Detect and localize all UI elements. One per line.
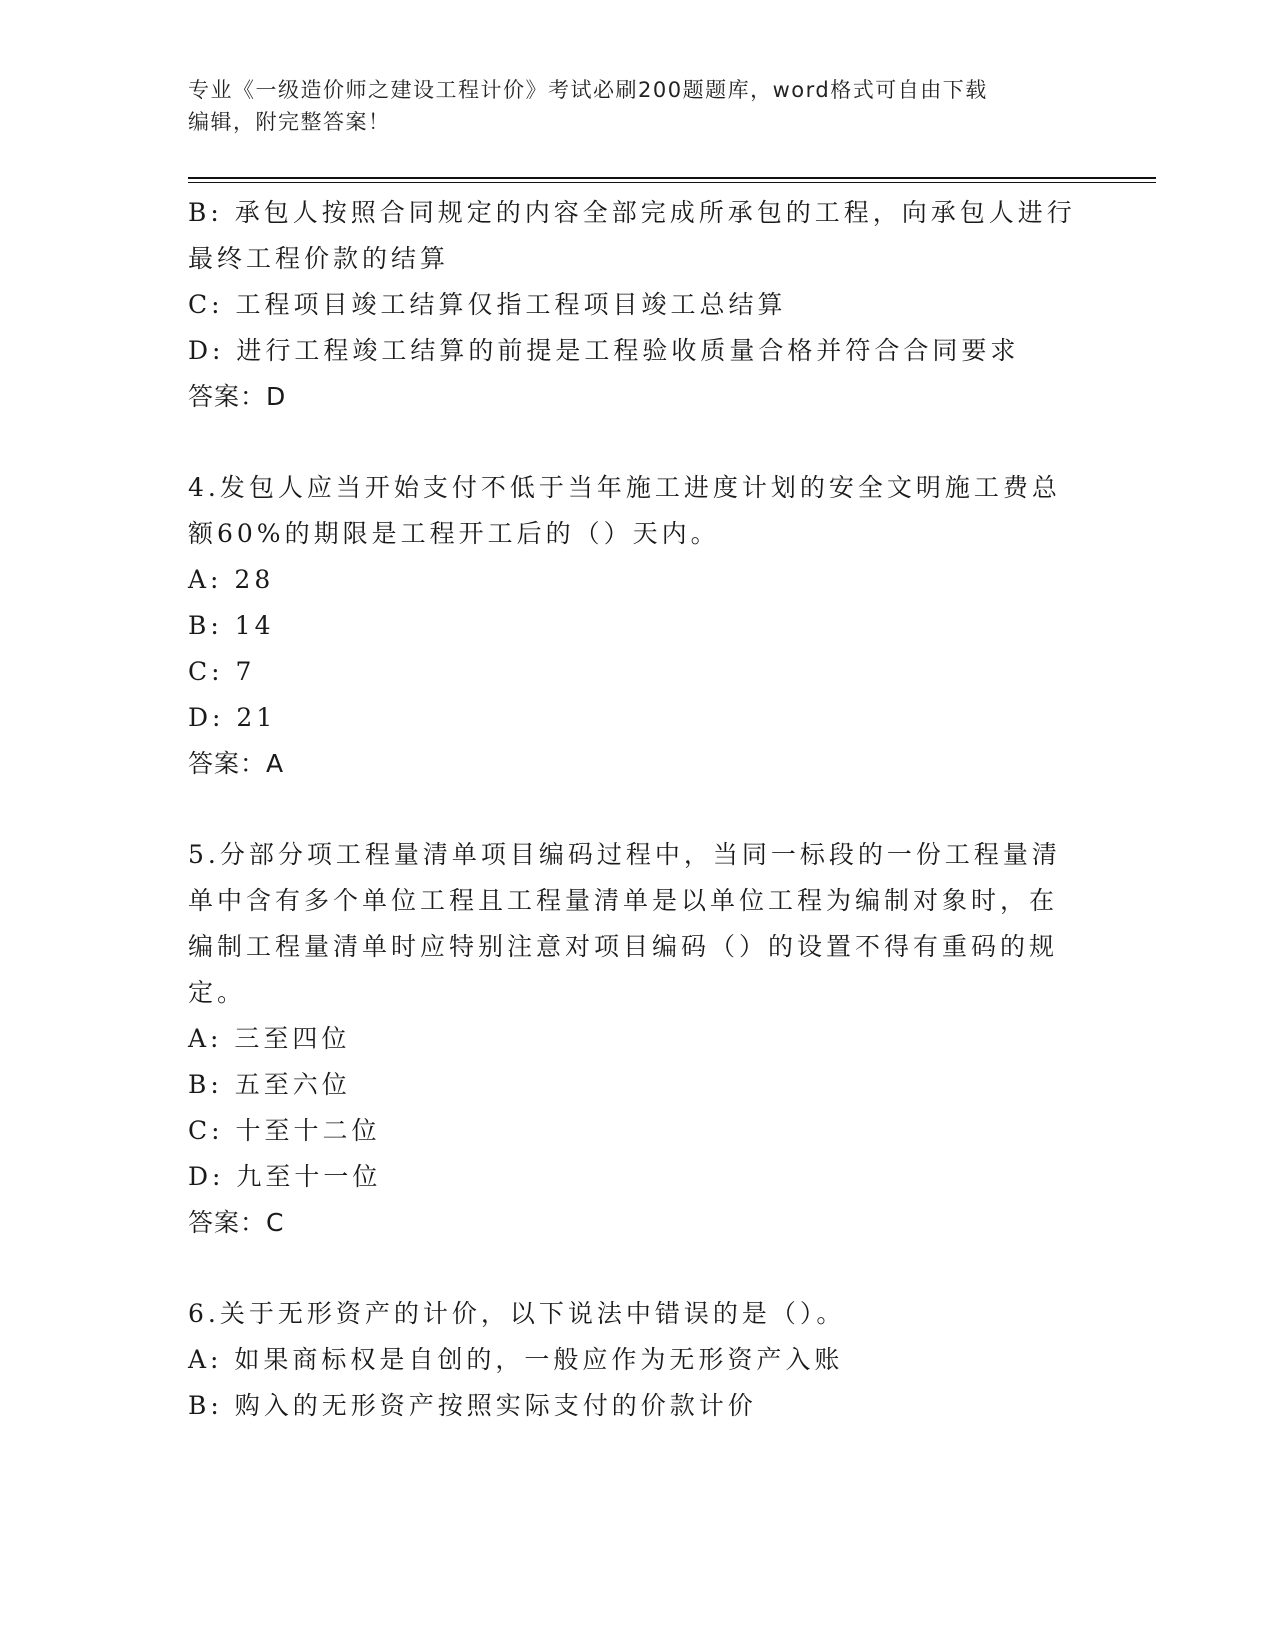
option-a: A: 28 — [188, 565, 275, 594]
option-b: B: 承包人按照合同规定的内容全部完成所承包的工程，向承包人进行 — [188, 198, 1076, 227]
option-b: B: 购入的无形资产按照实际支付的价款计价 — [188, 1391, 757, 1420]
page-header — [188, 74, 1068, 138]
option-c: C: 十至十二位 — [188, 1116, 381, 1145]
option-a: A: 三至四位 — [188, 1024, 351, 1053]
option-d: D: 九至十一位 — [188, 1162, 382, 1191]
header-divider-thick — [188, 177, 1156, 179]
question-spacer — [188, 787, 1088, 832]
option-b-continued: 最终工程价款的结算 — [188, 244, 450, 273]
answer: 答案：C — [188, 1208, 285, 1237]
option-c: C: 7 — [188, 657, 256, 686]
question-stem-continued: 编制工程量清单时应特别注意对项目编码（）的设置不得有重码的规 — [188, 932, 1059, 961]
answer: 答案：A — [188, 749, 285, 778]
answer: 答案：D — [188, 382, 287, 411]
question-stem-continued: 定。 — [188, 978, 247, 1007]
header-title-line-2: 编辑，附完整答案！ — [188, 110, 391, 134]
question-content — [188, 190, 1088, 1429]
question-6 — [188, 1291, 1088, 1429]
option-b: B: 五至六位 — [188, 1070, 351, 1099]
option-d: D: 进行工程竣工结算的前提是工程验收质量合格并符合合同要求 — [188, 336, 1020, 365]
header-title-line-1: 专业《一级造价师之建设工程计价》考试必刷200题题库，word格式可自由下载 — [188, 78, 988, 102]
header-divider-thin — [188, 182, 1156, 183]
question-3-tail — [188, 190, 1088, 420]
option-a: A: 如果商标权是自创的，一般应作为无形资产入账 — [188, 1345, 844, 1374]
option-b: B: 14 — [188, 611, 275, 640]
question-spacer — [188, 420, 1088, 465]
question-stem: 4.发包人应当开始支付不低于当年施工进度计划的安全文明施工费总 — [188, 473, 1061, 502]
option-c: C: 工程项目竣工结算仅指工程项目竣工总结算 — [188, 290, 787, 319]
question-stem: 6.关于无形资产的计价，以下说法中错误的是（）。 — [188, 1299, 846, 1328]
question-stem-continued: 额60%的期限是工程开工后的（）天内。 — [188, 519, 720, 548]
question-4 — [188, 465, 1088, 787]
question-5 — [188, 832, 1088, 1246]
option-d: D: 21 — [188, 703, 277, 732]
question-stem: 5.分部分项工程量清单项目编码过程中，当同一标段的一份工程量清 — [188, 840, 1061, 869]
question-stem-continued: 单中含有多个单位工程且工程量清单是以单位工程为编制对象时，在 — [188, 886, 1059, 915]
question-spacer — [188, 1246, 1088, 1291]
